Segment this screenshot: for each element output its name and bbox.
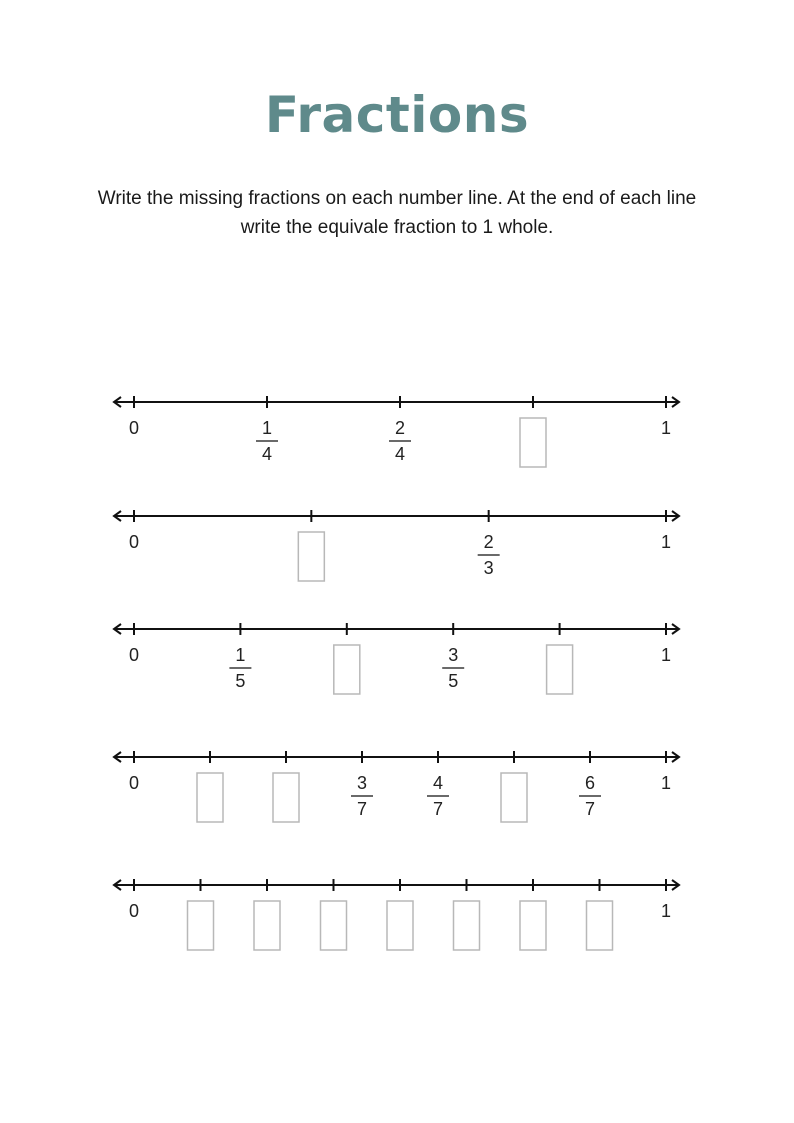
line-5-tick-3-answer-box <box>321 901 347 950</box>
instructions-text: Write the missing fractions on each number line. At the end of each line write the equivale fraction to 1 whole. <box>97 188 697 238</box>
line-3-start-label: 0 <box>128 645 140 665</box>
line-2-start-label: 0 <box>128 532 140 552</box>
line-4-tick-6-denominator: 7 <box>584 799 596 819</box>
line-5-end-label: 1 <box>660 901 672 921</box>
line-5-tick-5-answer-box <box>454 901 480 950</box>
line-3-tick-1-denominator: 5 <box>235 671 246 691</box>
line-1-start-label: 0 <box>128 418 140 438</box>
line-3-tick-1-numerator: 1 <box>235 645 246 665</box>
line-1-tick-1-denominator: 4 <box>261 444 273 464</box>
line-4-tick-4-numerator: 4 <box>432 773 444 793</box>
line-4-tick-5-answer-box <box>501 773 527 822</box>
line-5-start-label: 0 <box>128 901 140 921</box>
line-4-tick-2-answer-box <box>273 773 299 822</box>
line-1-tick-1-numerator: 1 <box>261 418 273 438</box>
line-3-end-label: 1 <box>660 645 672 665</box>
line-5-tick-7-answer-box <box>587 901 613 950</box>
line-5-tick-6-answer-box <box>520 901 546 950</box>
line-4-tick-6-numerator: 6 <box>584 773 596 793</box>
line-4-tick-3-numerator: 3 <box>356 773 368 793</box>
line-1-tick-2-denominator: 4 <box>394 444 406 464</box>
line-4-tick-1-answer-box <box>197 773 223 822</box>
line-4-start-label: 0 <box>128 773 140 793</box>
line-5-tick-2-answer-box <box>254 901 280 950</box>
line-3-tick-3-denominator: 5 <box>448 671 459 691</box>
line-2-tick-2-denominator: 3 <box>483 558 494 578</box>
line-5-tick-4-answer-box <box>387 901 413 950</box>
line-3-tick-2-answer-box <box>334 645 360 694</box>
line-4-end-label: 1 <box>660 773 672 793</box>
line-1-tick-3-answer-box <box>520 418 546 467</box>
line-1-tick-2-numerator: 2 <box>394 418 406 438</box>
line-3-tick-4-answer-box <box>547 645 573 694</box>
line-5-tick-1-answer-box <box>188 901 214 950</box>
line-1-end-label: 1 <box>660 418 672 438</box>
line-2-end-label: 1 <box>660 532 672 552</box>
worksheet-title: Fractions <box>264 86 530 144</box>
line-2-tick-1-answer-box <box>298 532 324 581</box>
line-4-tick-3-denominator: 7 <box>356 799 368 819</box>
line-2-tick-2-numerator: 2 <box>483 532 494 552</box>
line-4-tick-4-denominator: 7 <box>432 799 444 819</box>
line-3-tick-3-numerator: 3 <box>448 645 459 665</box>
